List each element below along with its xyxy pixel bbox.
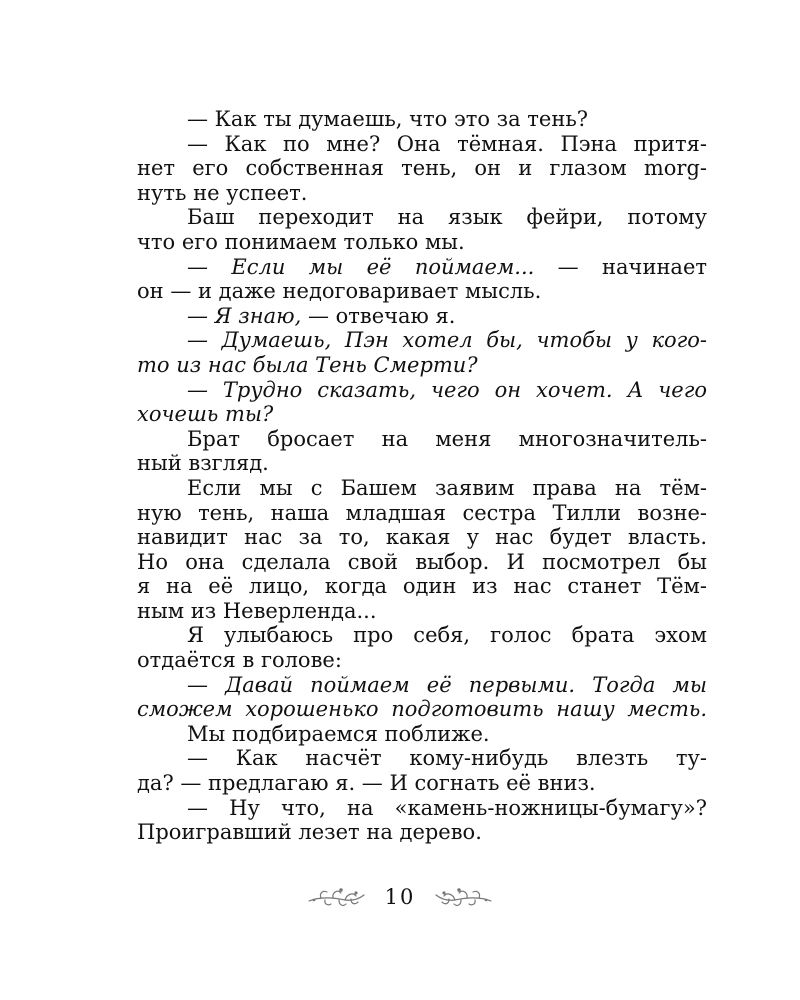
text-line [137,279,707,304]
text-line [137,451,707,476]
text-line [137,181,707,206]
text-line [137,796,707,821]
text-line [137,574,707,599]
floral-vignette-right-icon [433,884,495,910]
text-segment: — Как по мне? Она тёмная. Пэна притя- [187,131,707,156]
text-line [137,623,707,648]
text-segment: Проигравший лезет на дерево. [137,820,482,845]
body-text [137,107,707,845]
italic-text-segment: — Давай поймаем её первыми. Тогда мы [187,672,707,697]
text-segment: нуть не успеет. [137,180,308,205]
text-segment: да? — предлагаю я. — И согнать её вниз. [137,771,596,796]
floral-vignette-left-icon [305,884,367,910]
text-line [137,599,707,624]
text-segment: он — и даже недоговаривает мысль. [137,279,542,304]
italic-text-segment: то из нас была Тень Смерти? [137,352,478,377]
text-segment: Но она сделала свой выбор. И посмотрел бы [137,549,707,574]
text-segment: — Ну что, на «камень-ножницы-бумагу»? [187,795,707,820]
text-segment: Мы подбираемся поближе. [187,721,490,746]
text-line [137,476,707,501]
text-segment: Я улыбаюсь про себя, голос брата эхом [187,623,707,648]
text-line [137,156,707,181]
text-segment: Если мы с Башем заявим права на тём- [187,475,707,500]
text-segment: ную тень, наша младшая сестра Тилли возне- [137,500,707,525]
text-line [137,771,707,796]
text-line [137,525,707,550]
text-line [137,673,707,698]
text-line [137,378,707,403]
italic-text-segment: хочешь ты? [137,402,274,427]
text-segment: Брат бросает на меня многозначитель- [187,426,707,451]
text-line [137,205,707,230]
text-line [137,746,707,771]
text-segment: навидит нас за то, какая у нас будет власть. [137,525,707,550]
text-line [137,353,707,378]
page-footer [0,880,800,914]
italic-text-segment: — Думаешь, Пэн хотел бы, чтобы у кого- [187,328,707,353]
text-line [137,328,707,353]
text-segment: — отвечаю я. [301,303,456,328]
text-segment: — начинает [534,254,707,279]
italic-text-segment: — Если мы её поймаем... [187,254,535,279]
text-line [137,648,707,673]
text-segment: нет его собственная тень, он и глазом morg- [137,156,707,181]
text-segment: ным из Неверленда... [137,598,377,623]
page-number: 10 [384,885,416,909]
text-line [137,304,707,329]
text-line [137,132,707,157]
text-line [137,550,707,575]
text-line [137,107,707,132]
text-segment: Баш переходит на язык фейри, потому [187,205,707,230]
text-line [137,230,707,255]
text-line [137,427,707,452]
italic-text-segment: сможем хорошенько подготовить нашу месть. [137,697,707,722]
text-segment: — Как насчёт кому-нибудь влезть ту- [187,746,707,771]
text-segment: ный взгляд. [137,451,269,476]
text-line [137,255,707,280]
italic-text-segment: — Я знаю, [187,303,302,328]
text-line [137,722,707,747]
text-segment: отдаётся в голове: [137,648,342,673]
text-segment: я на её лицо, когда один из нас станет Тём- [137,574,707,599]
text-segment: — Как ты думаешь, что это за тень? [187,107,589,131]
text-line [137,402,707,427]
text-segment: что его понимаем только мы. [137,229,465,254]
text-line [137,697,707,722]
text-line [137,820,707,845]
italic-text-segment: — Трудно сказать, чего он хочет. А чего [187,377,707,402]
text-line [137,501,707,526]
